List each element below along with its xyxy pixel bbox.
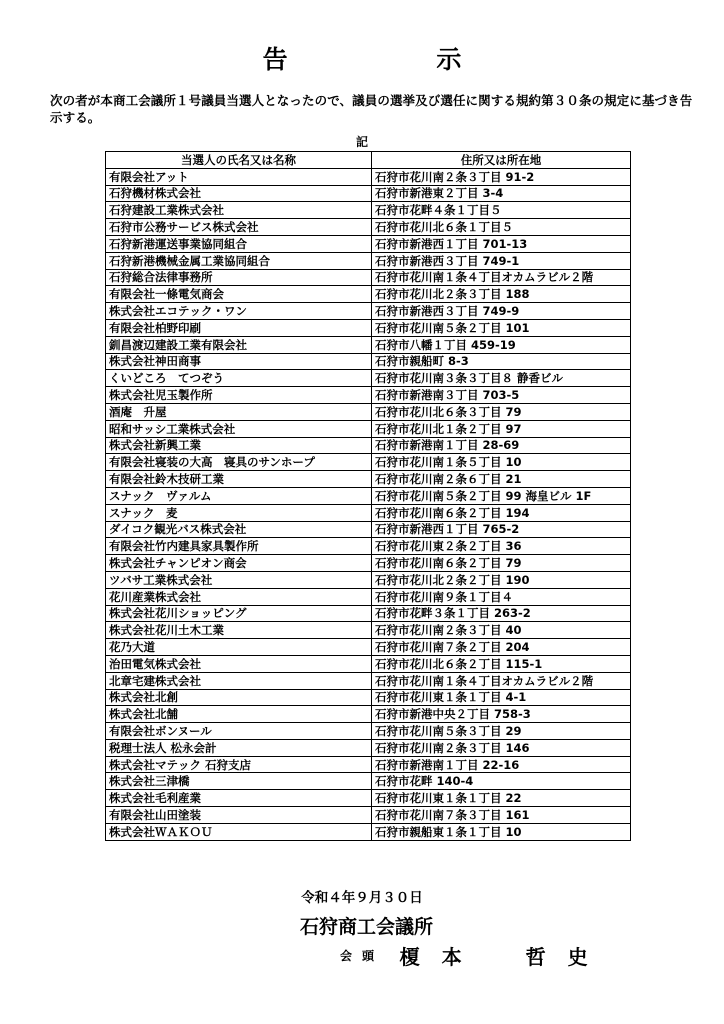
member-name-cell: 株式会社毛利産業 <box>106 790 372 807</box>
member-address-cell: 石狩市花川北１条２丁目 97 <box>372 420 631 437</box>
member-name-cell: 昭和サッシ工業株式会社 <box>106 420 372 437</box>
header-address: 住所又は所在地 <box>372 152 631 169</box>
member-address-cell: 石狩市花川南５条２丁目 101 <box>372 319 631 336</box>
member-address-cell: 石狩市花川南２条３丁目 91-2 <box>372 168 631 185</box>
member-name-cell: ダイコク観光バス株式会社 <box>106 521 372 538</box>
member-address-cell: 石狩市新港西１丁目 701-13 <box>372 235 631 252</box>
member-name-cell: 株式会社マテック 石狩支店 <box>106 756 372 773</box>
table-row <box>106 471 631 488</box>
member-address-cell: 石狩市花川南１条４丁目オカムラビル２階 <box>372 672 631 689</box>
table-row <box>106 555 631 572</box>
member-name-cell: 治田電気株式会社 <box>106 655 372 672</box>
member-name-cell: 株式会社花川ショッピング <box>106 605 372 622</box>
member-name-cell: 酒庵 升屋 <box>106 403 372 420</box>
table-row <box>106 655 631 672</box>
table-row <box>106 487 631 504</box>
table-row <box>106 403 631 420</box>
member-name-cell: 石狩建設工業株式会社 <box>106 202 372 219</box>
table-row <box>106 622 631 639</box>
notice-date: 令和４年９月３０日 <box>301 890 423 906</box>
member-name-cell: 有限会社鈴木技研工業 <box>106 471 372 488</box>
member-name-cell: ツバサ工業株式会社 <box>106 571 372 588</box>
table-row <box>106 387 631 404</box>
elected-members-table <box>105 151 631 841</box>
member-name-cell: 花乃大道 <box>106 639 372 656</box>
table-header-row <box>106 152 631 169</box>
table-row <box>106 168 631 185</box>
table-row <box>106 706 631 723</box>
table-row <box>106 202 631 219</box>
table-row <box>106 286 631 303</box>
member-address-cell: 石狩市花川東１条１丁目 4-1 <box>372 689 631 706</box>
member-address-cell: 石狩市新港西１丁目 765-2 <box>372 521 631 538</box>
member-name-cell: 株式会社新興工業 <box>106 437 372 454</box>
member-name-cell: 釧昌渡辺建設工業有限会社 <box>106 336 372 353</box>
member-name-cell: 花川産業株式会社 <box>106 588 372 605</box>
member-address-cell: 石狩市花川南３条３丁目８ 静香ビル <box>372 370 631 387</box>
table-row <box>106 269 631 286</box>
member-address-cell: 石狩市花川北６条２丁目 115-1 <box>372 655 631 672</box>
member-name-cell: 石狩総合法律事務所 <box>106 269 372 286</box>
member-name-cell: 北章宅建株式会社 <box>106 672 372 689</box>
member-address-cell: 石狩市花川南１条５丁目 10 <box>372 454 631 471</box>
member-address-cell: 石狩市花川東２条２丁目 36 <box>372 538 631 555</box>
table-row <box>106 353 631 370</box>
member-name-cell: くいどころ てつぞう <box>106 370 372 387</box>
member-address-cell: 石狩市新港東２丁目 3-4 <box>372 185 631 202</box>
member-address-cell: 石狩市花川南７条２丁目 204 <box>372 639 631 656</box>
member-address-cell: 石狩市新港西３丁目 749-9 <box>372 303 631 320</box>
member-address-cell: 石狩市花川南２条３丁目 40 <box>372 622 631 639</box>
table-row <box>106 756 631 773</box>
member-address-cell: 石狩市花川南２条６丁目 21 <box>372 471 631 488</box>
table-row <box>106 303 631 320</box>
member-address-cell: 石狩市花畔 140-4 <box>372 773 631 790</box>
table-row <box>106 639 631 656</box>
table-row <box>106 672 631 689</box>
member-address-cell: 石狩市親船町 8-3 <box>372 353 631 370</box>
member-name-cell: 株式会社児玉製作所 <box>106 387 372 404</box>
member-address-cell: 石狩市花川南１条４丁目オカムラビル２階 <box>372 269 631 286</box>
table-row <box>106 319 631 336</box>
table-row <box>106 807 631 824</box>
table-row <box>106 370 631 387</box>
signatory-role: 会頭 <box>340 949 385 963</box>
member-address-cell: 石狩市花川南５条３丁目 29 <box>372 723 631 740</box>
table-row <box>106 252 631 269</box>
table-row <box>106 739 631 756</box>
table-row <box>106 437 631 454</box>
member-name-cell: 石狩新港機械金属工業協同組合 <box>106 252 372 269</box>
member-name-cell: 株式会社エコテック・ワン <box>106 303 372 320</box>
member-address-cell: 石狩市花川南６条２丁目 194 <box>372 504 631 521</box>
member-name-cell: 有限会社山田塗装 <box>106 807 372 824</box>
member-address-cell: 石狩市花川南７条３丁目 161 <box>372 807 631 824</box>
member-name-cell: スナック ヴァルム <box>106 487 372 504</box>
member-name-cell: 有限会社竹内建具家具製作所 <box>106 538 372 555</box>
member-name-cell: スナック 麦 <box>106 504 372 521</box>
member-name-cell: 株式会社北舗 <box>106 706 372 723</box>
member-address-cell: 石狩市花川北２条３丁目 188 <box>372 286 631 303</box>
member-address-cell: 石狩市花川北６条３丁目 79 <box>372 403 631 420</box>
member-name-cell: 石狩新港運送事業協同組合 <box>106 235 372 252</box>
table-row <box>106 790 631 807</box>
member-address-cell: 石狩市花川北２条２丁目 190 <box>372 571 631 588</box>
member-name-cell: 有限会社寝装の大高 寝具のサンホープ <box>106 454 372 471</box>
member-address-cell: 石狩市新港南１丁目 22-16 <box>372 756 631 773</box>
table-row <box>106 185 631 202</box>
table-row <box>106 336 631 353</box>
organization-name: 石狩商工会議所 <box>300 916 434 938</box>
member-name-cell: 株式会社ＷＡＫＯＵ <box>106 823 372 840</box>
table-row <box>106 588 631 605</box>
table-row <box>106 823 631 840</box>
table-row <box>106 723 631 740</box>
table-row <box>106 420 631 437</box>
member-name-cell: 株式会社チャンピオン商会 <box>106 555 372 572</box>
member-address-cell: 石狩市花川東１条１丁目 22 <box>372 790 631 807</box>
member-address-cell: 石狩市花川南２条３丁目 146 <box>372 739 631 756</box>
notice-title: 告 示 <box>262 45 532 74</box>
table-row <box>106 521 631 538</box>
ki-label: 記 <box>355 135 368 149</box>
member-name-cell: 有限会社ボンヌール <box>106 723 372 740</box>
member-address-cell: 石狩市花畔４条１丁目５ <box>372 202 631 219</box>
signatory-name: 榎本 哲史 <box>399 945 610 969</box>
member-address-cell: 石狩市新港中央２丁目 758-3 <box>372 706 631 723</box>
member-name-cell: 株式会社北創 <box>106 689 372 706</box>
member-name-cell: 税理士法人 松永会計 <box>106 739 372 756</box>
table-row <box>106 689 631 706</box>
member-name-cell: 石狩機材株式会社 <box>106 185 372 202</box>
table-row <box>106 538 631 555</box>
table-row <box>106 219 631 236</box>
member-address-cell: 石狩市花川北６条１丁目５ <box>372 219 631 236</box>
signature-block <box>340 941 610 970</box>
notice-intro: 次の者が本商工会議所１号議員当選人となったので、議員の選挙及び選任に関する規約第３０条の規定に基づき告示する。 <box>50 93 693 125</box>
member-address-cell: 石狩市花川南９条１丁目４ <box>372 588 631 605</box>
member-name-cell: 有限会社柏野印刷 <box>106 319 372 336</box>
member-address-cell: 石狩市新港南３丁目 703-5 <box>372 387 631 404</box>
member-name-cell: 株式会社神田商事 <box>106 353 372 370</box>
member-name-cell: 石狩市公務サービス株式会社 <box>106 219 372 236</box>
table-row <box>106 571 631 588</box>
member-address-cell: 石狩市花畔３条１丁目 263-2 <box>372 605 631 622</box>
member-address-cell: 石狩市親船東１条１丁目 10 <box>372 823 631 840</box>
member-address-cell: 石狩市花川南５条２丁目 99 海皇ビル 1F <box>372 487 631 504</box>
header-name: 当選人の氏名又は名称 <box>106 152 372 169</box>
member-name-cell: 株式会社三津橋 <box>106 773 372 790</box>
member-address-cell: 石狩市八幡１丁目 459-19 <box>372 336 631 353</box>
member-name-cell: 有限会社一條電気商会 <box>106 286 372 303</box>
member-address-cell: 石狩市花川南６条２丁目 79 <box>372 555 631 572</box>
table-row <box>106 235 631 252</box>
table-row <box>106 454 631 471</box>
table-row <box>106 773 631 790</box>
table-row <box>106 605 631 622</box>
member-address-cell: 石狩市新港南１丁目 28-69 <box>372 437 631 454</box>
member-address-cell: 石狩市新港西３丁目 749-1 <box>372 252 631 269</box>
member-name-cell: 株式会社花川土木工業 <box>106 622 372 639</box>
table-row <box>106 504 631 521</box>
member-name-cell: 有限会社アット <box>106 168 372 185</box>
